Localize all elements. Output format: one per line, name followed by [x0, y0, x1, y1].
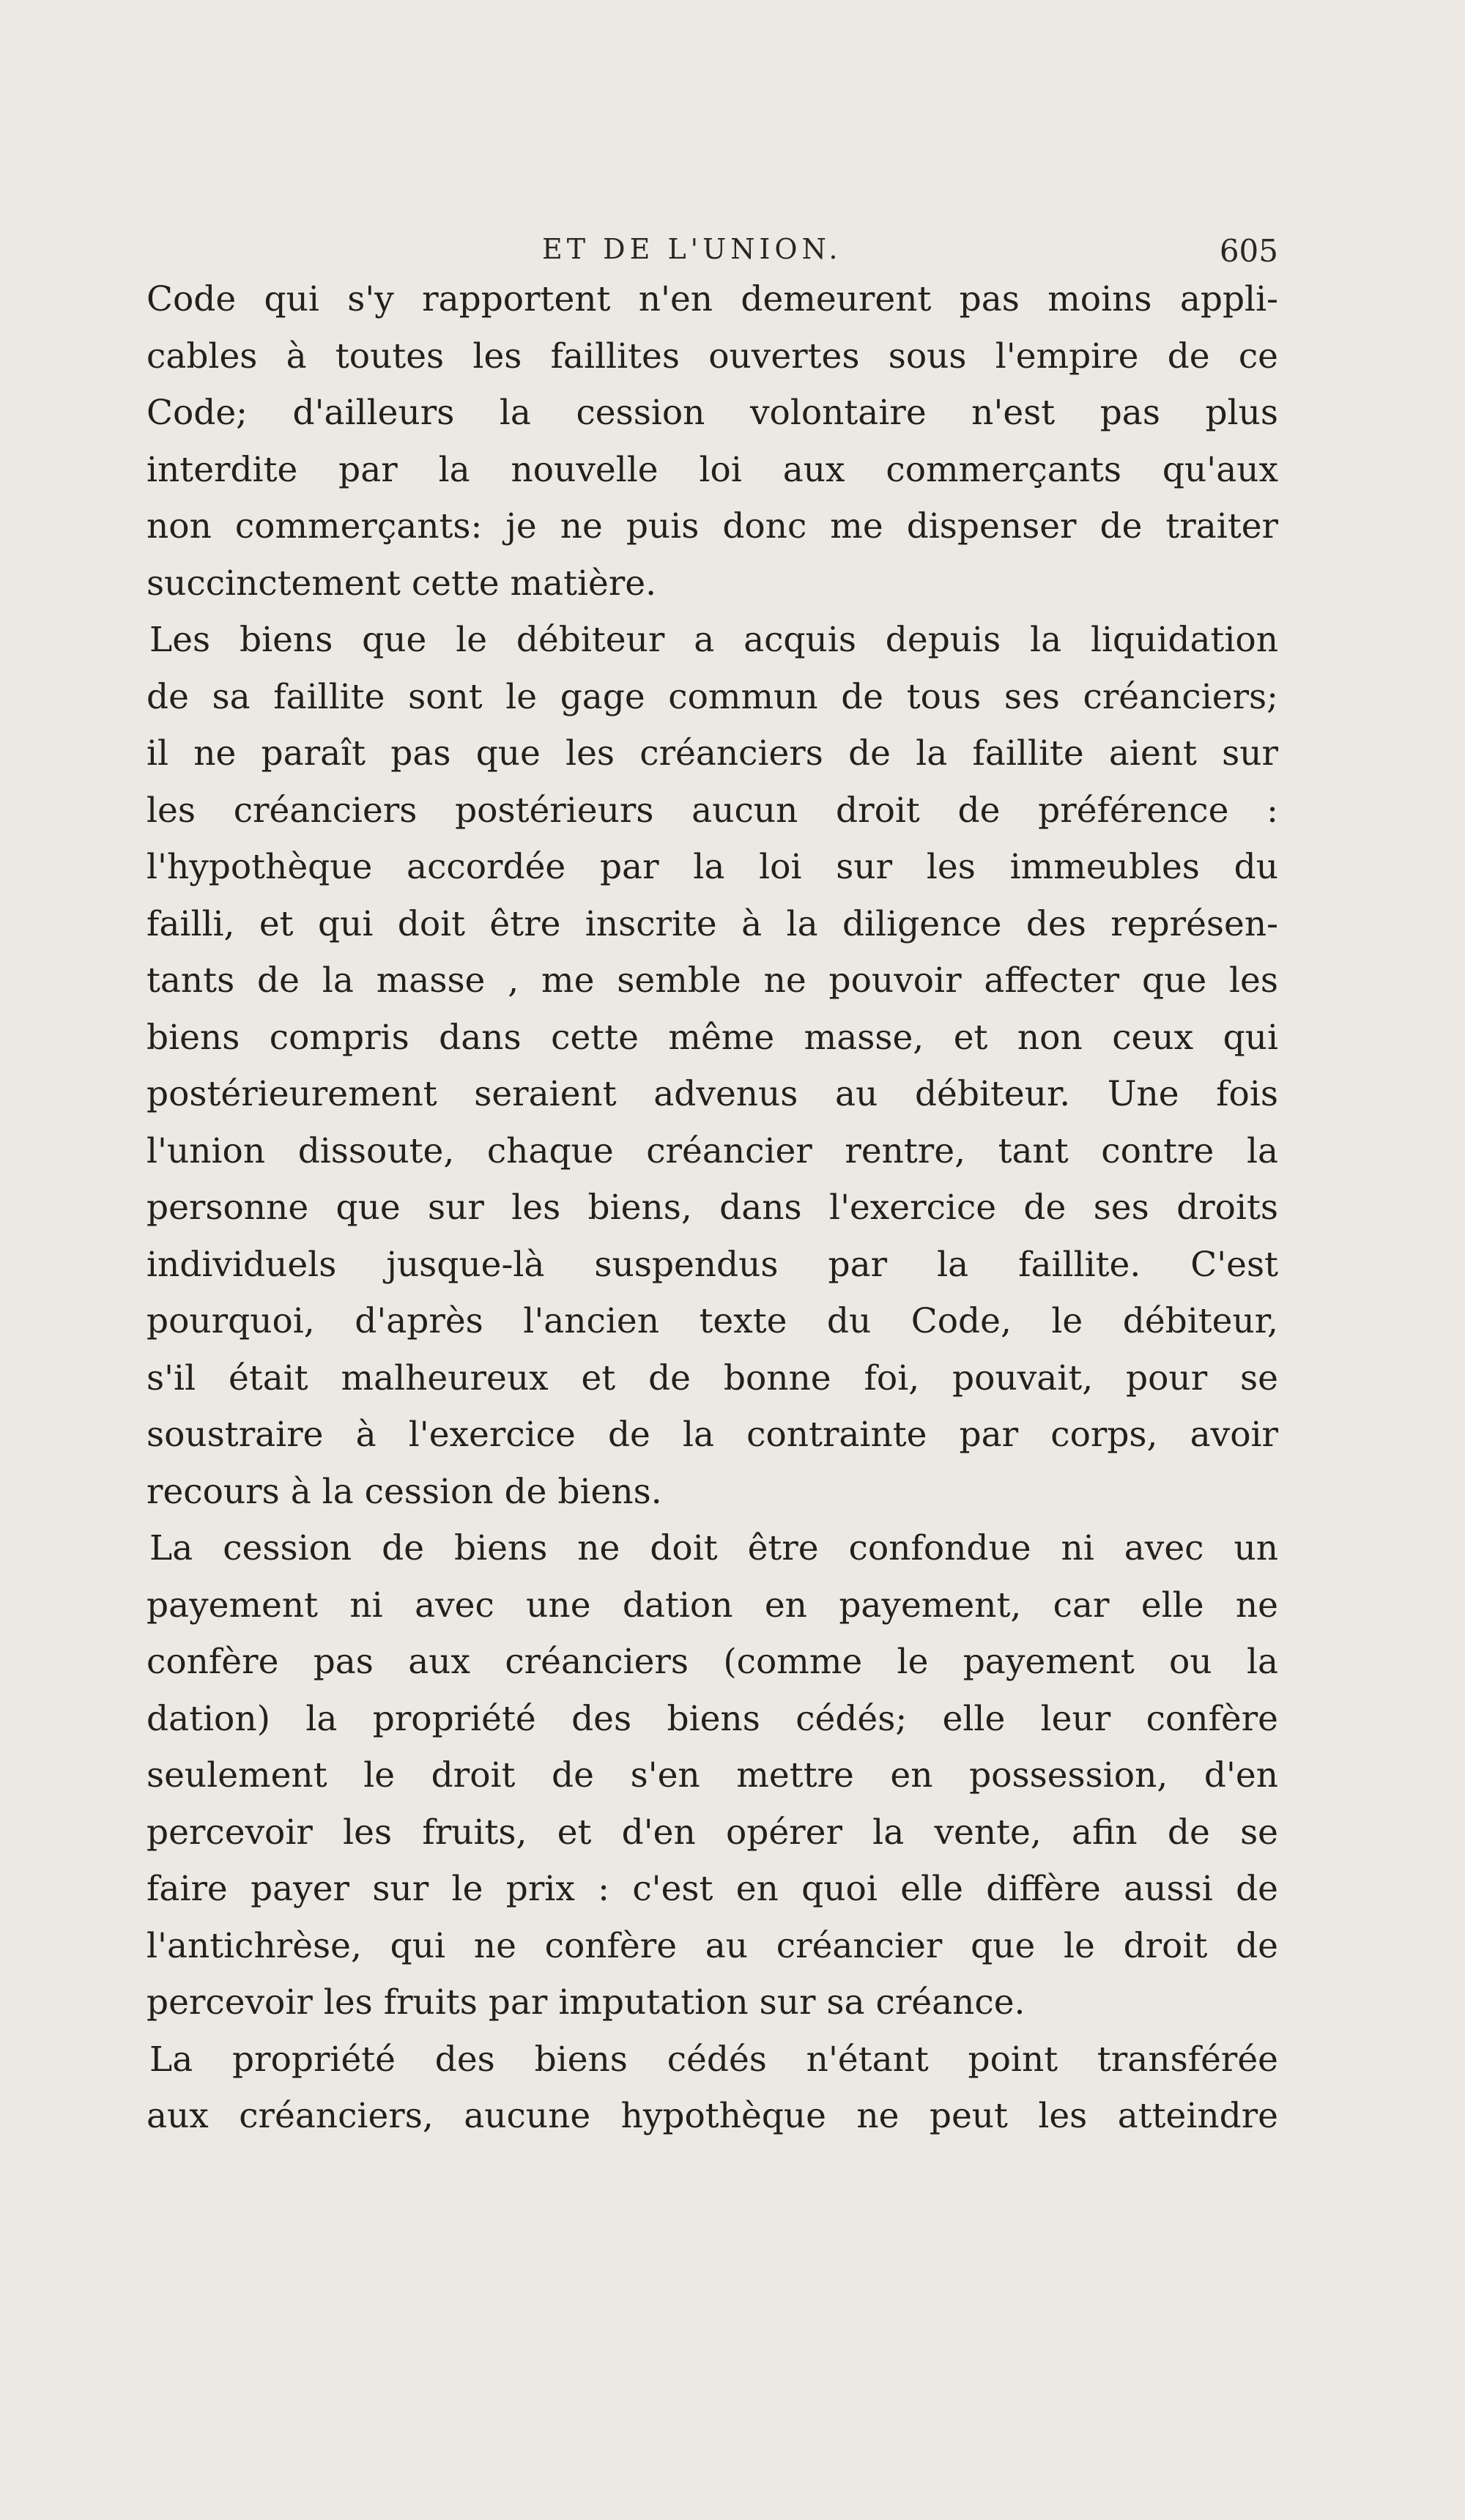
body-text	[146, 271, 1278, 2145]
running-head	[146, 233, 1278, 277]
text-line: Les biens que le débiteur a acquis depuis la liquidation	[149, 620, 1278, 660]
text-line: il ne paraît pas que les créanciers de la faillite aient sur	[146, 733, 1278, 774]
text-line: interdite par la nouvelle loi aux commerçants qu'aux	[146, 449, 1278, 490]
text-line: Code; d'ailleurs la cession volontaire n'est pas plus	[146, 393, 1278, 433]
text-line: percevoir les fruits, et d'en opérer la vente, afin de se	[146, 1812, 1278, 1853]
text-line: confère pas aux créanciers (comme le payement ou la	[146, 1642, 1278, 1682]
text-line: non commerçants: je ne puis donc me dispenser de traiter	[146, 506, 1278, 546]
text-line: tants de la masse , me semble ne pouvoir affecter que les	[146, 960, 1278, 1001]
text-line: de sa faillite sont le gage commun de tous ses créanciers;	[146, 676, 1278, 717]
text-line: La cession de biens ne doit être confondue ni avec un	[149, 1528, 1278, 1568]
text-line: personne que sur les biens, dans l'exercice de ses droits	[146, 1187, 1278, 1228]
text-line: s'il était malheureux et de bonne foi, pouvait, pour se	[146, 1357, 1278, 1398]
text-line: recours à la cession de biens.	[146, 1471, 662, 1512]
text-line: l'antichrèse, qui ne confère au créancier que le droit de	[146, 1925, 1278, 1966]
text-line: pourquoi, d'après l'ancien texte du Code, le débiteur,	[146, 1301, 1278, 1341]
text-line: l'hypothèque accordée par la loi sur les immeubles du	[146, 847, 1278, 887]
text-line: Code qui s'y rapportent n'en demeurent pas moins appli-	[146, 279, 1278, 319]
text-line: individuels jusque-là suspendus par la faillite. C'est	[146, 1244, 1278, 1285]
text-line: biens compris dans cette même masse, et non ceux qui	[146, 1017, 1278, 1058]
text-line: les créanciers postérieurs aucun droit de préférence :	[146, 790, 1278, 831]
text-line: seulement le droit de s'en mettre en possession, d'en	[146, 1755, 1278, 1796]
text-line: percevoir les fruits par imputation sur sa créance.	[146, 1982, 1026, 2023]
text-line: aux créanciers, aucune hypothèque ne peut les atteindre	[146, 2096, 1278, 2136]
text-line: succinctement cette matière.	[146, 563, 657, 604]
text-line: La propriété des biens cédés n'étant point transférée	[149, 2039, 1278, 2080]
page-number: 605	[1219, 233, 1278, 269]
text-line: dation) la propriété des biens cédés; elle leur confère	[146, 1698, 1278, 1739]
text-line: payement ni avec une dation en payement, car elle ne	[146, 1585, 1278, 1626]
text-line: faire payer sur le prix : c'est en quoi elle diffère aussi de	[146, 1869, 1278, 1909]
text-line: postérieurement seraient advenus au débiteur. Une fois	[146, 1074, 1278, 1114]
text-line: soustraire à l'exercice de la contrainte par corps, avoir	[146, 1415, 1278, 1455]
running-head-title: ET DE L'UNION.	[542, 233, 842, 265]
text-line: l'union dissoute, chaque créancier rentre, tant contre la	[146, 1130, 1278, 1171]
text-line: failli, et qui doit être inscrite à la diligence des représen-	[146, 903, 1278, 944]
text-line: cables à toutes les faillites ouvertes sous l'empire de ce	[146, 336, 1278, 377]
